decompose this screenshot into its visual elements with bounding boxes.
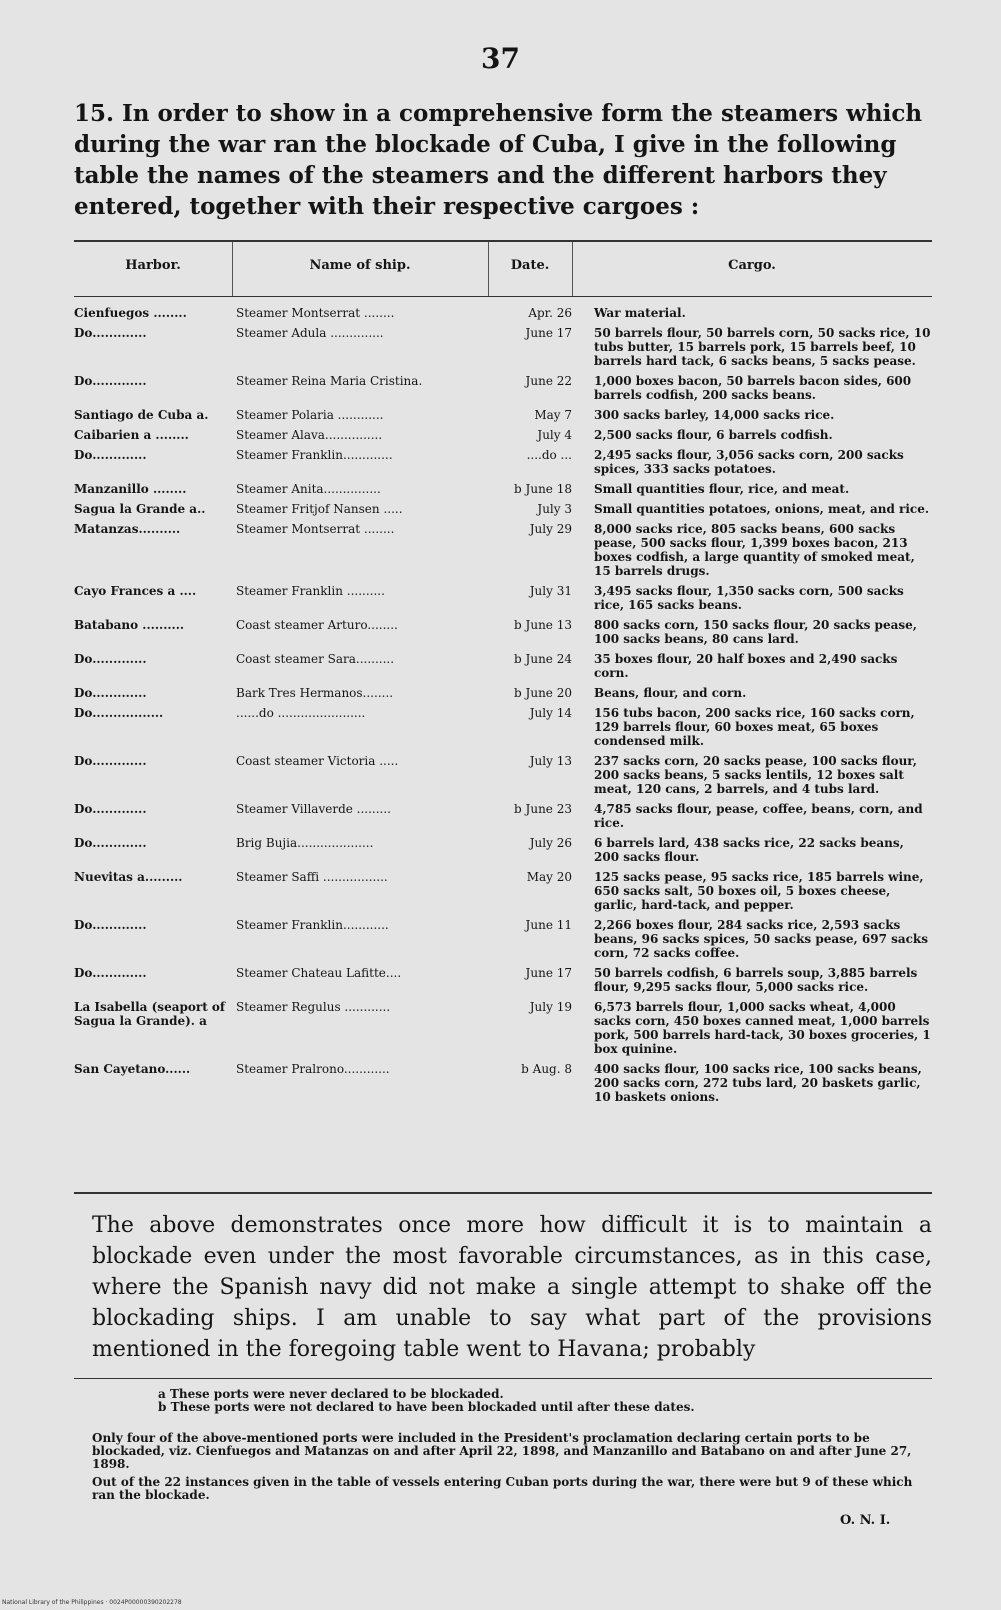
cell-date: July 13 — [529, 754, 572, 768]
cell-harbor: Do............. — [74, 686, 147, 700]
blockade-table — [74, 306, 932, 1110]
cell-ship: Steamer Chateau Lafitte.... — [236, 966, 402, 980]
cell-date: July 14 — [529, 706, 572, 720]
table-row — [74, 522, 932, 584]
cell-cargo: 6 barrels lard, 438 sacks rice, 22 sacks beans, 200 sacks flour. — [594, 836, 904, 864]
cell-ship: Steamer Franklin............. — [236, 448, 393, 462]
cell-harbor: Manzanillo ........ — [74, 482, 187, 496]
cell-ship: Coast steamer Sara.......... — [236, 652, 395, 666]
cell-harbor: Matanzas.......... — [74, 522, 181, 536]
cell-ship: Coast steamer Victoria ..... — [236, 754, 399, 768]
scan-credit: National Library of the Philippines · 0024P00000390202278 — [2, 1599, 182, 1606]
table-row — [74, 966, 932, 1000]
table-row — [74, 306, 932, 326]
cell-harbor: Do............. — [74, 966, 147, 980]
cell-harbor: Do............. — [74, 918, 147, 932]
cell-ship: Steamer Regulus ............ — [236, 1000, 391, 1014]
cell-harbor: Do................. — [74, 706, 164, 720]
table-row — [74, 326, 932, 374]
cell-date: July 31 — [529, 584, 572, 598]
table-row — [74, 374, 932, 408]
cell-date: ....do ... — [526, 448, 572, 462]
cell-ship: Steamer Montserrat ........ — [236, 306, 395, 320]
cell-ship: Steamer Reina Maria Cristina. — [236, 374, 423, 388]
table-row — [74, 408, 932, 428]
table-row — [74, 428, 932, 448]
cell-ship: Steamer Saffi ................. — [236, 870, 388, 884]
cell-date: b June 20 — [514, 686, 572, 700]
cell-date: July 3 — [537, 502, 572, 516]
cell-cargo: 400 sacks flour, 100 sacks rice, 100 sacks beans, 200 sacks corn, 272 tubs lard, 20 baskets garlic, 10 baskets onions. — [594, 1062, 922, 1104]
column-divider — [572, 242, 573, 296]
cell-ship: Steamer Pralrono............ — [236, 1062, 390, 1076]
table-row — [74, 618, 932, 652]
table-row — [74, 754, 932, 802]
cell-date: b Aug. 8 — [521, 1062, 572, 1076]
note-blockade-count: Out of the 22 instances given in the table of vessels entering Cuban ports during the war, there were but 9 of these which ran the blockade. — [92, 1475, 913, 1502]
cell-harbor: Sagua la Grande a.. — [74, 502, 206, 516]
cell-ship: Bark Tres Hermanos........ — [236, 686, 394, 700]
table-top-rule — [74, 240, 932, 242]
cell-date: June 17 — [525, 326, 572, 340]
table-row — [74, 918, 932, 966]
footnote-b: b These ports were not declared to have been blockaded until after these dates. — [158, 1400, 695, 1414]
table-row — [74, 652, 932, 686]
cell-ship: Steamer Polaria ............ — [236, 408, 384, 422]
cell-cargo: 50 barrels codfish, 6 barrels soup, 3,885 barrels flour, 9,295 sacks flour, 5,000 sacks rice. — [594, 966, 918, 994]
footnote-rule — [74, 1378, 932, 1379]
table-bottom-rule — [74, 1192, 932, 1194]
cell-date: b June 18 — [514, 482, 572, 496]
cell-cargo: 125 sacks pease, 95 sacks rice, 185 barrels wine, 650 sacks salt, 50 boxes oil, 5 boxes cheese, garlic, hard-tack, and pepper. — [594, 870, 924, 912]
cell-cargo: 50 barrels flour, 50 barrels corn, 50 sacks rice, 10 tubs butter, 15 barrels pork, 15 barrels beef, 10 barrels hard tack, 6 sacks beans, 5 sacks pease. — [594, 326, 931, 368]
cell-date: July 26 — [529, 836, 572, 850]
cell-ship: Steamer Franklin .......... — [236, 584, 385, 598]
cell-harbor: Do............. — [74, 448, 147, 462]
cell-ship: Steamer Franklin............ — [236, 918, 389, 932]
table-row — [74, 706, 932, 754]
cell-cargo: 800 sacks corn, 150 sacks flour, 20 sacks pease, 100 sacks beans, 80 cans lard. — [594, 618, 917, 646]
header-harbor: Harbor. — [125, 258, 181, 273]
cell-cargo: 6,573 barrels flour, 1,000 sacks wheat, 4,000 sacks corn, 450 boxes canned meat, 1,000 barrels pork, 500 barrels hard-tack, 30 boxes groceries, 1 box quinine. — [594, 1000, 931, 1056]
column-divider — [488, 242, 489, 296]
cell-ship: ......do ....................... — [236, 706, 366, 720]
table-row — [74, 1000, 932, 1062]
cell-date: July 29 — [529, 522, 572, 536]
column-divider — [232, 242, 233, 296]
table-row — [74, 482, 932, 502]
cell-cargo: War material. — [594, 306, 686, 320]
conclusion-paragraph: The above demonstrates once more how difficult it is to maintain a blockade even under the most favorable circumstances, as in this case, where the Spanish navy did not make a single attempt to shake off the blockading ships. I am unable to say what part of the provisions mentioned in the foregoing table went to Havana; probably — [92, 1213, 932, 1362]
cell-harbor: Batabano .......... — [74, 618, 185, 632]
table-row — [74, 1062, 932, 1110]
table-row — [74, 870, 932, 918]
cell-date: July 4 — [537, 428, 572, 442]
signature: O. N. I. — [840, 1513, 891, 1528]
cell-cargo: 3,495 sacks flour, 1,350 sacks corn, 500 sacks rice, 165 sacks beans. — [594, 584, 904, 612]
cell-harbor: La Isabella (seaport of Sagua la Grande). a — [74, 1000, 226, 1028]
cell-cargo: Beans, flour, and corn. — [594, 686, 747, 700]
cell-date: July 19 — [529, 1000, 572, 1014]
cell-date: June 22 — [525, 374, 572, 388]
table-row — [74, 836, 932, 870]
cell-ship: Coast steamer Arturo........ — [236, 618, 398, 632]
cell-ship: Steamer Anita............... — [236, 482, 381, 496]
cell-ship: Steamer Alava............... — [236, 428, 383, 442]
cell-harbor: Do............. — [74, 374, 147, 388]
table-row — [74, 802, 932, 836]
cell-cargo: Small quantities flour, rice, and meat. — [594, 482, 850, 496]
cell-date: June 11 — [525, 918, 572, 932]
header-ship: Name of ship. — [309, 258, 411, 273]
cell-date: b June 24 — [514, 652, 572, 666]
cell-harbor: Santiago de Cuba a. — [74, 408, 209, 422]
header-date: Date. — [510, 258, 550, 273]
cell-harbor: Nuevitas a......... — [74, 870, 183, 884]
cell-harbor: Do............. — [74, 326, 147, 340]
cell-harbor: Cienfuegos ........ — [74, 306, 187, 320]
cell-cargo: 2,266 boxes flour, 284 sacks rice, 2,593 sacks beans, 96 sacks spices, 50 sacks pease, 697 sacks corn, 72 sacks coffee. — [594, 918, 929, 960]
cell-date: May 20 — [526, 870, 572, 884]
cell-cargo: 8,000 sacks rice, 805 sacks beans, 600 sacks pease, 500 sacks flour, 1,399 boxes bacon, 213 boxes codfish, a large quantity of smoked meat, 15 barrels drugs. — [594, 522, 915, 578]
cell-date: June 17 — [525, 966, 572, 980]
cell-ship: Brig Bujia.................... — [236, 836, 374, 850]
cell-date: Apr. 26 — [528, 306, 572, 320]
table-row — [74, 686, 932, 706]
cell-date: May 7 — [534, 408, 572, 422]
page-number: 37 — [481, 42, 520, 75]
cell-cargo: 2,500 sacks flour, 6 barrels codfish. — [594, 428, 833, 442]
cell-date: b June 23 — [514, 802, 572, 816]
cell-cargo: 35 boxes flour, 20 half boxes and 2,490 sacks corn. — [594, 652, 898, 680]
table-header-rule — [74, 296, 932, 297]
cell-harbor: Do............. — [74, 836, 147, 850]
cell-cargo: 300 sacks barley, 14,000 sacks rice. — [594, 408, 835, 422]
table-row — [74, 502, 932, 522]
cell-cargo: 1,000 boxes bacon, 50 barrels bacon sides, 600 barrels codfish, 200 sacks beans. — [594, 374, 912, 402]
cell-harbor: Do............. — [74, 802, 147, 816]
cell-date: b June 13 — [514, 618, 572, 632]
table-row — [74, 448, 932, 482]
cell-cargo: 2,495 sacks flour, 3,056 sacks corn, 200 sacks spices, 333 sacks potatoes. — [594, 448, 904, 476]
cell-cargo: 156 tubs bacon, 200 sacks rice, 160 sacks corn, 129 barrels flour, 60 boxes meat, 65 boxes condensed milk. — [594, 706, 915, 748]
cell-harbor: San Cayetano...... — [74, 1062, 191, 1076]
cell-harbor: Do............. — [74, 754, 147, 768]
cell-ship: Steamer Fritjof Nansen ..... — [236, 502, 403, 516]
cell-harbor: Cayo Frances a .... — [74, 584, 197, 598]
header-cargo: Cargo. — [728, 258, 776, 273]
cell-ship: Steamer Montserrat ........ — [236, 522, 395, 536]
cell-harbor: Do............. — [74, 652, 147, 666]
cell-cargo: Small quantities potatoes, onions, meat, and rice. — [594, 502, 930, 516]
cell-harbor: Caibarien a ........ — [74, 428, 189, 442]
table-row — [74, 584, 932, 618]
cell-ship: Steamer Villaverde ......... — [236, 802, 391, 816]
intro-paragraph: 15. In order to show in a comprehensive form the steamers which during the war ran the blockade of Cuba, I give in the following table the names of the steamers and the different harbors they entered, together with their respective cargoes : — [74, 100, 923, 220]
cell-cargo: 4,785 sacks flour, pease, coffee, beans, corn, and rice. — [594, 802, 923, 830]
note-proclamation: Only four of the above-mentioned ports were included in the President's proclamation declaring certain ports to be blockaded, viz. Cienfuegos and Matanzas on and after April 22, 1898, and Manzanillo and Batabano on and after June 27, 1898. — [92, 1431, 912, 1471]
cell-cargo: 237 sacks corn, 20 sacks pease, 100 sacks flour, 200 sacks beans, 5 sacks lentils, 12 boxes salt meat, 120 cans, 2 barrels, and 4 tubs lard. — [594, 754, 917, 796]
cell-ship: Steamer Adula .............. — [236, 326, 384, 340]
footnote-a: a These ports were never declared to be blockaded. — [158, 1387, 504, 1401]
